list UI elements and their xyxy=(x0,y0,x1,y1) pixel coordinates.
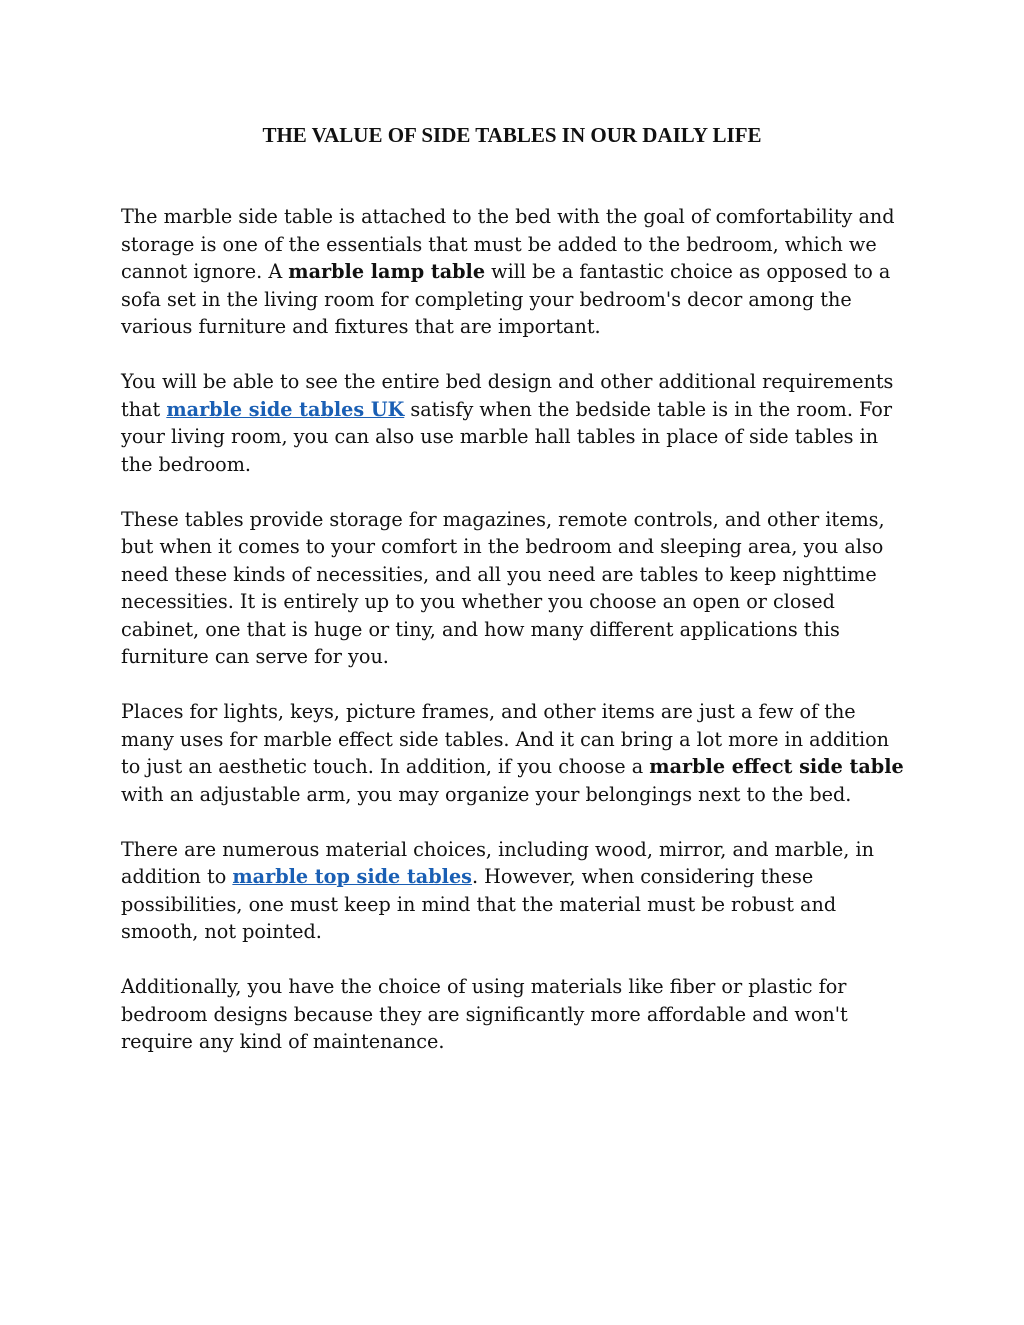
link-marble-side-tables-uk[interactable]: marble side tables UK xyxy=(166,397,405,421)
paragraph-1-text-end: will be a fantastic choice as opposed to a sofa set in the living room for completing your bedroom's decor among the various furniture and fixtures that are important. xyxy=(121,260,891,338)
paragraph-2 xyxy=(121,368,911,478)
bold-phrase-marble-lamp-table: marble lamp table xyxy=(288,260,486,283)
paragraph-2-text-end: satisfy when the bedside table is in the room. For your living room, you can also use marble hall tables in place of side tables in the bedroom. xyxy=(121,397,893,476)
paragraph-4 xyxy=(121,698,911,808)
document-title: THE VALUE OF SIDE TABLES IN OUR DAILY LIFE xyxy=(262,123,762,147)
paragraph-4-text-start: Places for lights, keys, picture frames, and other items are just a few of the many uses for marble effect side tables. And it can bring a lot more in addition to just an aesthetic touch. In addition, if you choose a xyxy=(121,700,890,778)
link-marble-top-side-tables[interactable]: marble top side tables xyxy=(232,865,472,888)
paragraph-2-text-start: You will be able to see the entire bed design and other additional requirements that xyxy=(121,370,894,421)
paragraph-5-text-start: There are numerous material choices, including wood, mirror, and marble, in addition to xyxy=(121,837,874,888)
document-body xyxy=(121,203,911,1083)
paragraph-1 xyxy=(121,203,911,341)
paragraph-5 xyxy=(121,836,911,946)
paragraph-3: These tables provide storage for magazines, remote controls, and other items, but when it comes to your comfort in the bedroom and sleeping area, you also need these kinds of necessities, and all you need are tables to keep nighttime necessities. It is entirely up to you whether you choose an open or closed cabinet, one that is huge or tiny, and how many different applications this furniture can serve for you. xyxy=(121,507,885,668)
paragraph-4-text-end: with an adjustable arm, you may organize your belongings next to the bed. xyxy=(121,782,852,806)
paragraph-1-text-start: The marble side table is attached to the bed with the goal of comfortability and storage is one of the essentials that must be added to the bedroom, which we cannot ignore. A xyxy=(121,205,895,283)
bold-phrase-marble-effect-side-table: marble effect side table xyxy=(649,755,904,778)
paragraph-5-text-end: . However, when considering these possibilities, one must keep in mind that the material must be robust and smooth, not pointed. xyxy=(121,865,837,943)
paragraph-6: Additionally, you have the choice of using materials like fiber or plastic for bedroom designs because they are significantly more affordable and won't require any kind of maintenance. xyxy=(121,975,848,1053)
